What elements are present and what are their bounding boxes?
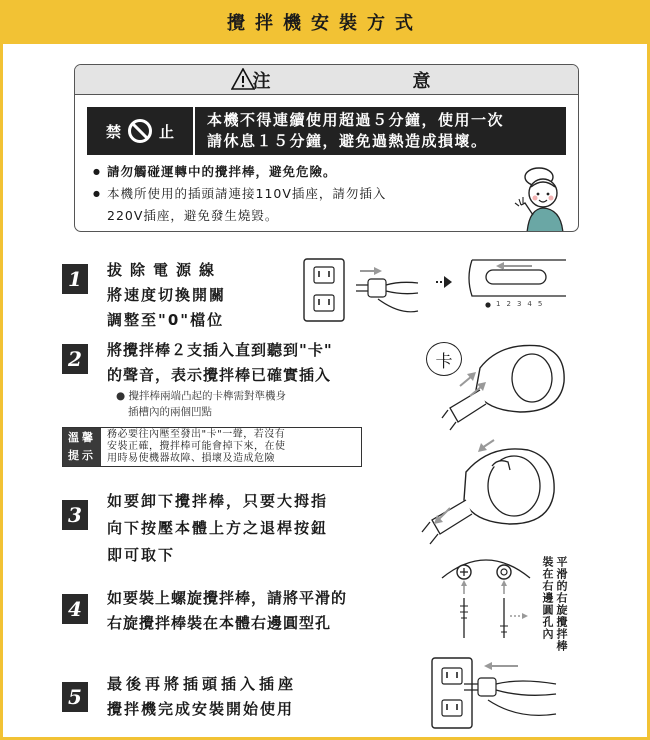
step-2-number: 2 [62,344,88,374]
prohibition-char-left: 禁 [105,122,121,141]
notice-bullet-2 [93,183,493,227]
step-3-line-2: 向下按壓本體上方之退桿按鈕 [107,519,329,537]
step-1-line-3: 調整至"0"檔位 [107,311,225,329]
step-1-line-2: 將速度切換開關 [107,286,227,304]
notice-bullet-2-line-2: 220V插座，避免發生燒毀。 [107,208,279,223]
speed-mark-4: 4 [527,300,532,308]
notice-box [74,64,579,232]
step-3-line-3: 即可取下 [107,546,176,564]
speed-mark-3: 3 [516,300,522,308]
unplug-illustration [300,255,420,325]
step-3-text [107,488,328,569]
prohibition-banner [87,107,566,155]
step-1-number: 1 [62,264,88,294]
step-4-line-2: 右旋攪拌棒裝在本體右邊圓型孔 [107,614,332,632]
speed-mark-1: 1 [496,300,501,308]
tip-line-3: 用時易使機器故障、損壞及造成危險 [107,453,275,464]
step-1-line-1: 拔除電源線 [107,261,223,279]
step-4-line-1: 如要裝上螺旋攪拌棒，請將平滑的 [107,589,348,607]
arrow-right-icon [436,275,452,289]
step-5-text [107,672,297,722]
step-4-number: 4 [62,594,88,624]
prohibition-line-2: 請休息１５分鐘，避免過熱造成損壞。 [207,132,488,150]
warning-icon [231,68,255,90]
prohibition-char-right: 止 [159,122,175,141]
tip-line-1: 務必要往內壓至發出"卡"一聲，若沒有 [107,429,286,440]
click-char: 卡 [435,351,453,372]
tip-line-2: 安裝正確，攪拌棒可能會掉下來，在使 [107,441,286,452]
step-2-line-1: 將攪拌棒２支插入直到聽到"卡" [107,341,333,359]
beater-holes-illustration [440,548,532,644]
step-5-line-2: 攪拌機完成安裝開始使用 [107,700,295,718]
notice-header [75,65,578,95]
tip-box [62,427,362,467]
speed-dial-marks [496,300,556,308]
step-4-text [107,586,347,636]
speed-mark-2: 2 [506,300,511,308]
prohibited-icon [127,118,153,144]
mixer-release-illustration [410,436,560,548]
step-5-number: 5 [62,682,88,712]
prohibition-line-1: 本機不得連續使用超過５分鐘，使用一次 [207,111,505,129]
notice-bullet-2-line-1: 本機所使用的插頭請連接110V插座，請勿插入 [107,186,387,201]
step-2-sub-bullet [116,388,286,420]
prohibition-label [87,107,195,155]
step-3-line-1: 如要卸下攪拌棒，只要大拇指 [107,492,329,510]
page-title: 攪拌機安裝方式 [227,13,423,34]
step-1-text [107,258,226,333]
speed-mark-5: 5 [537,300,543,308]
woman-illustration [503,163,575,232]
step-2-line-2: 的聲音，表示攪拌棒已確實插入 [107,366,332,384]
step-3-number: 3 [62,500,88,530]
title-bar [0,0,650,44]
mixer-insert-illustration [440,338,570,438]
step-2-sub-line-1: ● 攪拌棒兩端凸起的卡榫需對準機身 [116,390,286,402]
plug-in-illustration [428,654,558,732]
step-5-line-1: 最後再將插頭插入插座 [107,675,298,693]
tip-text [101,428,361,466]
tip-label: 溫馨提示 [63,428,101,466]
notice-bullet-1: ● 請勿觸碰運轉中的攪拌棒，避免危險。 [93,161,493,183]
notice-bullets [93,161,493,227]
step-4-vertical-label: 平滑的右旋攪拌棒裝在右邊圓孔內 [541,556,568,652]
prohibition-text [195,110,566,152]
notice-title: 注 意 [252,70,493,92]
step-2-text [107,338,333,388]
step-2-sub-line-2: 插槽內的兩個凹點 [128,406,212,418]
